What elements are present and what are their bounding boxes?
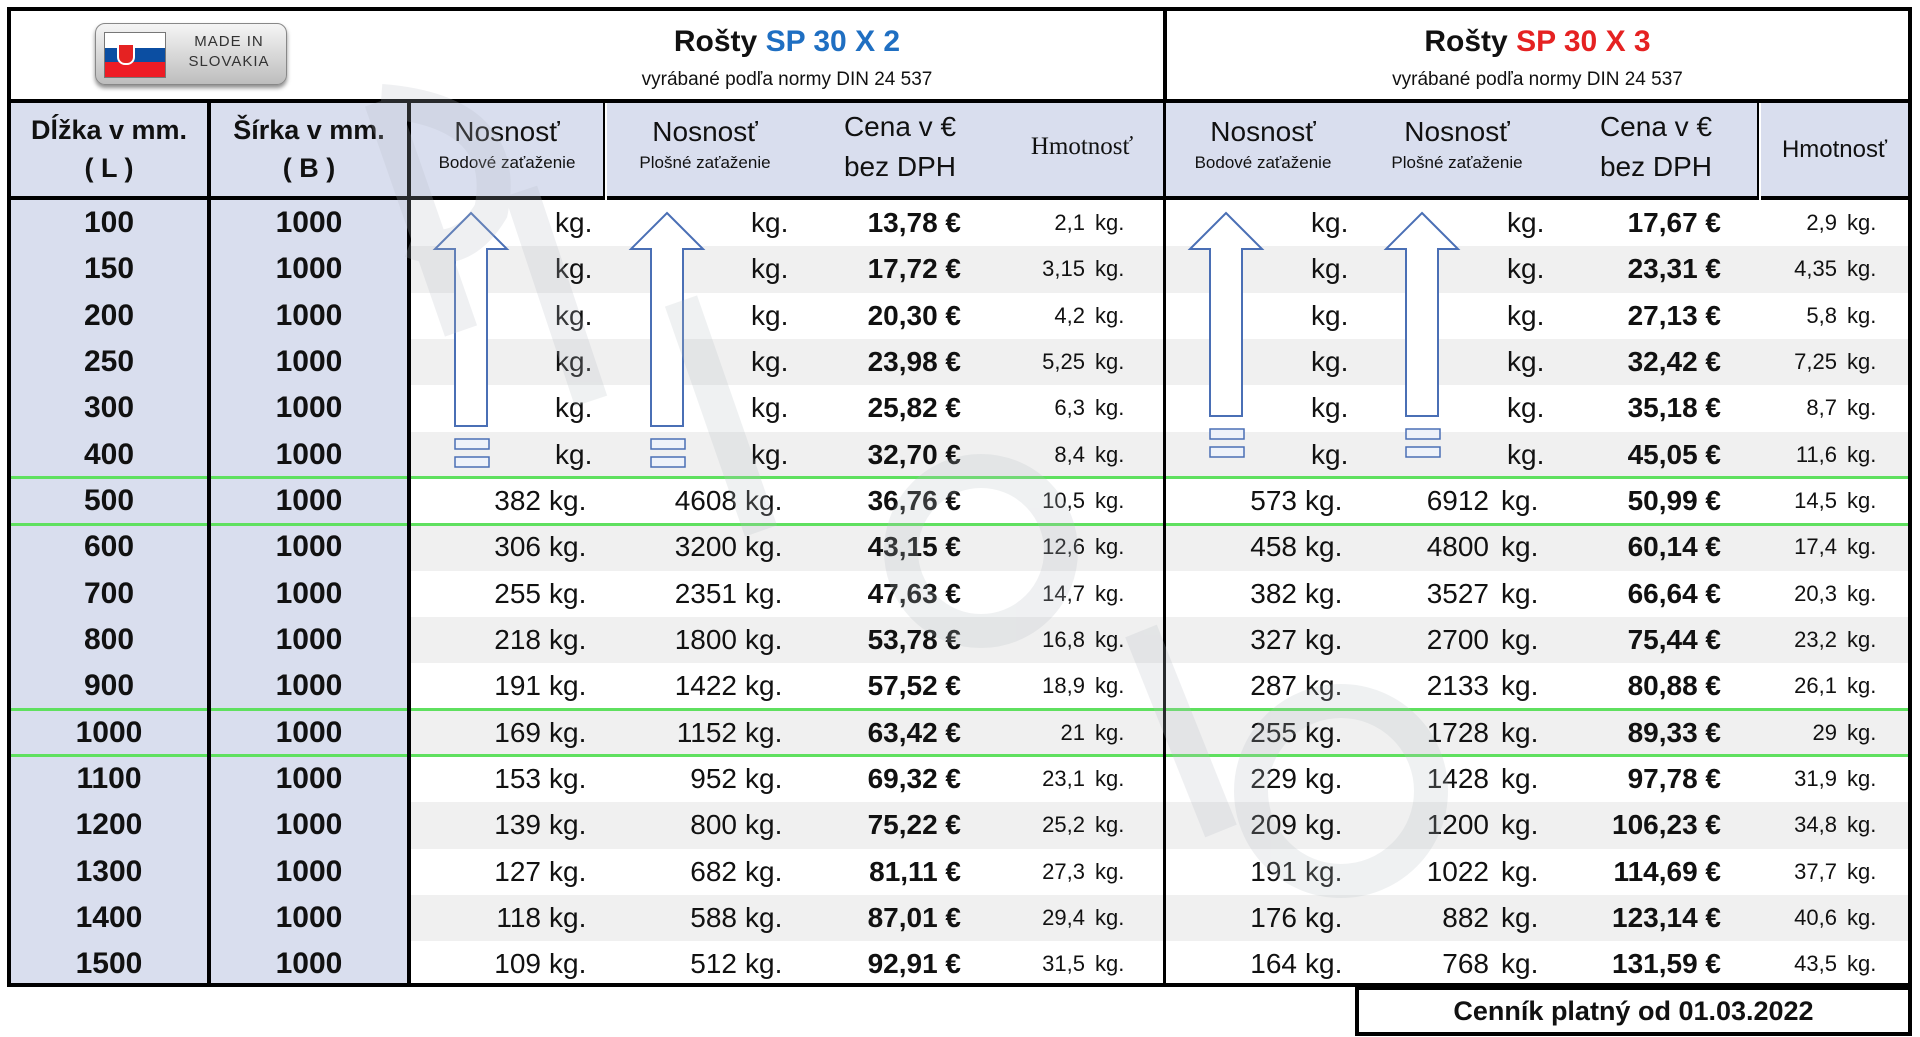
weight-sp3: 2,9 [1806, 210, 1837, 235]
point-load-sp2: 306 [494, 531, 541, 563]
length-cell: 1500 [11, 941, 207, 987]
price-sp2: 43,15 € [867, 531, 961, 563]
unit-kg: kg. [1507, 299, 1545, 331]
unit-kg: kg. [751, 438, 789, 470]
unit-kg: kg. [1095, 580, 1125, 606]
point-load-sp2: 127 [494, 855, 541, 887]
point-load-sp3: 255 [1250, 716, 1297, 748]
unit-kg: kg. [1847, 765, 1877, 791]
col-header-point-load-sp2: Nosnosť Bodové zaťaženie [411, 103, 603, 200]
point-load-sp3: 229 [1250, 762, 1297, 794]
unit-kg: kg. [1305, 809, 1343, 841]
width-cell: 1000 [211, 478, 407, 524]
weight-sp2: 18,9 [1042, 673, 1085, 699]
unit-kg: kg. [1847, 348, 1877, 374]
area-load-sp2: 682 [690, 855, 737, 887]
unit-kg: kg. [745, 670, 783, 702]
unit-kg: kg. [1095, 673, 1125, 699]
unit-kg: kg. [549, 855, 587, 887]
table-row [11, 617, 1908, 663]
price-sp3: 23,31 € [1627, 253, 1721, 285]
unit-kg: kg. [555, 207, 593, 238]
weight-sp3: 31,9 [1794, 765, 1837, 791]
unit-kg: kg. [549, 577, 587, 609]
unit-kg: kg. [1095, 951, 1125, 977]
weight-sp2: 3,15 [1042, 256, 1085, 282]
unit-kg: kg. [1305, 484, 1343, 516]
table-row [11, 571, 1908, 617]
unit-kg: kg. [555, 345, 593, 377]
unit-kg: kg. [1847, 673, 1877, 699]
length-cell: 1200 [11, 802, 207, 848]
price-sp3: 32,42 € [1627, 345, 1721, 377]
width-cell: 1000 [211, 895, 407, 941]
unit-kg: kg. [1095, 210, 1125, 235]
area-load-sp3: 2700 [1426, 623, 1489, 655]
weight-sp3: 8,7 [1806, 395, 1837, 421]
unit-kg: kg. [1095, 348, 1125, 374]
length-cell: 150 [11, 246, 207, 292]
area-load-sp2: 4608 [674, 484, 737, 516]
price-sp2: 57,52 € [867, 670, 961, 702]
unit-kg: kg. [1501, 809, 1539, 841]
col-header-area-load-sp3: Nosnosť Plošné zaťaženie [1359, 103, 1555, 200]
unit-kg: kg. [1095, 395, 1125, 421]
table-row [11, 478, 1908, 524]
price-valid-footer: Cenník platný od 01.03.2022 [1355, 986, 1912, 1036]
area-load-sp2: 512 [690, 948, 737, 980]
weight-sp2: 2,1 [1054, 210, 1085, 235]
length-cell: 250 [11, 339, 207, 385]
unit-kg: kg. [1501, 623, 1539, 655]
table-row [11, 663, 1908, 709]
unit-kg: kg. [1311, 345, 1349, 377]
unit-kg: kg. [745, 484, 783, 516]
length-cell: 500 [11, 478, 207, 524]
point-load-sp2: 153 [494, 762, 541, 794]
green-divider [11, 523, 1908, 526]
price-sp3: 35,18 € [1627, 392, 1721, 424]
table-row [11, 293, 1908, 339]
length-cell: 800 [11, 617, 207, 663]
unit-kg: kg. [1507, 253, 1545, 285]
table-row [11, 849, 1908, 895]
unit-kg: kg. [745, 716, 783, 748]
length-cell: 200 [11, 293, 207, 339]
table-row [11, 432, 1908, 478]
width-cell: 1000 [211, 756, 407, 802]
col-header-point-load-sp3: Nosnosť Bodové zaťaženie [1167, 103, 1359, 200]
point-load-sp2: 109 [494, 948, 541, 980]
table-row [11, 385, 1908, 431]
point-load-sp2: 169 [494, 716, 541, 748]
table-row [11, 941, 1908, 987]
area-load-sp3: 882 [1442, 901, 1489, 933]
unit-kg: kg. [1095, 487, 1125, 513]
weight-sp2: 4,2 [1054, 302, 1085, 328]
area-load-sp3: 1200 [1426, 809, 1489, 841]
weight-sp2: 16,8 [1042, 626, 1085, 652]
width-cell: 1000 [211, 385, 407, 431]
arrow-up-icon-area-sp2 [627, 211, 707, 481]
unit-kg: kg. [1847, 487, 1877, 513]
price-sp2: 47,63 € [867, 577, 961, 609]
width-cell: 1000 [211, 941, 407, 987]
area-load-sp2: 1152 [676, 716, 737, 748]
weight-sp2: 23,1 [1042, 765, 1085, 791]
length-cell: 700 [11, 571, 207, 617]
unit-kg: kg. [555, 299, 593, 331]
green-divider [11, 476, 1908, 479]
unit-kg: kg. [1305, 948, 1343, 980]
unit-kg: kg. [1305, 716, 1343, 748]
point-load-sp3: 382 [1250, 577, 1297, 609]
table-row [11, 895, 1908, 941]
col-header-price-sp2: Cena v € bez DPH [803, 103, 997, 200]
price-sp3: 89,33 € [1627, 716, 1721, 748]
price-sp3: 60,14 € [1627, 531, 1721, 563]
point-load-sp3: 458 [1250, 531, 1297, 563]
badge-line2: SLOVAKIA [188, 53, 270, 70]
weight-sp2: 6,3 [1054, 395, 1085, 421]
unit-kg: kg. [1507, 207, 1545, 238]
weight-sp3: 14,5 [1794, 487, 1837, 513]
area-load-sp3: 768 [1442, 948, 1489, 980]
unit-kg: kg. [1305, 855, 1343, 887]
product-subtitle-sp30x3: vyrábané podľa normy DIN 24 537 [1392, 69, 1683, 90]
area-load-sp3: 4800 [1426, 531, 1489, 563]
unit-kg: kg. [1501, 670, 1539, 702]
weight-sp3: 34,8 [1794, 812, 1837, 838]
unit-kg: kg. [751, 253, 789, 285]
unit-kg: kg. [745, 855, 783, 887]
unit-kg: kg. [549, 484, 587, 516]
weight-sp2: 12,6 [1042, 534, 1085, 560]
green-divider [11, 708, 1908, 711]
unit-kg: kg. [1305, 531, 1343, 563]
unit-kg: kg. [1501, 762, 1539, 794]
unit-kg: kg. [1847, 441, 1877, 467]
table-row [11, 756, 1908, 802]
unit-kg: kg. [1095, 765, 1125, 791]
unit-kg: kg. [1305, 670, 1343, 702]
price-sp2: 69,32 € [867, 762, 961, 794]
unit-kg: kg. [1095, 626, 1125, 652]
col-header-weight-sp2: Hmotnosť [997, 103, 1167, 200]
unit-kg: kg. [1847, 858, 1877, 884]
unit-kg: kg. [745, 762, 783, 794]
unit-kg: kg. [555, 392, 593, 424]
arrow-up-icon-point-sp2 [431, 211, 511, 481]
weight-sp3: 23,2 [1794, 626, 1837, 652]
width-cell: 1000 [211, 663, 407, 709]
length-cell: 1000 [11, 710, 207, 756]
unit-kg: kg. [1095, 534, 1125, 560]
point-load-sp3: 164 [1250, 948, 1297, 980]
weight-sp2: 31,5 [1042, 951, 1085, 977]
price-sp3: 66,64 € [1627, 577, 1721, 609]
point-load-sp2: 382 [494, 484, 541, 516]
arrow-up-icon-area-sp3 [1382, 211, 1462, 481]
unit-kg: kg. [1847, 812, 1877, 838]
table-row [11, 802, 1908, 848]
length-cell: 400 [11, 432, 207, 478]
weight-sp3: 40,6 [1794, 904, 1837, 930]
width-cell: 1000 [211, 849, 407, 895]
slovak-flag-icon [104, 32, 166, 78]
price-sp2: 87,01 € [867, 901, 961, 933]
unit-kg: kg. [1507, 392, 1545, 424]
length-cell: 300 [11, 385, 207, 431]
weight-sp3: 20,3 [1794, 580, 1837, 606]
table-row [11, 710, 1908, 756]
unit-kg: kg. [1311, 207, 1349, 238]
point-load-sp2: 139 [494, 809, 541, 841]
unit-kg: kg. [745, 809, 783, 841]
col-header-price-sp3: Cena v € bez DPH [1555, 103, 1757, 200]
price-sp3: 131,59 € [1612, 948, 1721, 980]
product-subtitle-sp30x2: vyrábané podľa normy DIN 24 537 [641, 69, 933, 90]
weight-sp3: 4,35 [1794, 256, 1837, 282]
unit-kg: kg. [555, 253, 593, 285]
unit-kg: kg. [745, 531, 783, 563]
width-cell: 1000 [211, 617, 407, 663]
table-row [11, 200, 1908, 246]
length-cell: 900 [11, 663, 207, 709]
width-cell: 1000 [211, 293, 407, 339]
col-header-width: Šírka v mm. ( B ) [211, 103, 407, 200]
length-cell: 1300 [11, 849, 207, 895]
weight-sp2: 8,4 [1054, 441, 1085, 467]
table-row [11, 524, 1908, 570]
unit-kg: kg. [745, 623, 783, 655]
unit-kg: kg. [1311, 438, 1349, 470]
weight-sp2: 14,7 [1042, 580, 1085, 606]
point-load-sp3: 287 [1250, 670, 1297, 702]
price-sp2: 92,91 € [867, 948, 961, 980]
area-load-sp3: 3527 [1426, 577, 1489, 609]
price-sp3: 97,78 € [1627, 762, 1721, 794]
price-sp3: 17,67 € [1627, 207, 1721, 238]
unit-kg: kg. [751, 207, 789, 238]
price-sp2: 17,72 € [867, 253, 961, 285]
badge-line1: MADE IN [194, 33, 264, 50]
price-sp2: 81,11 € [869, 855, 961, 887]
unit-kg: kg. [1095, 441, 1125, 467]
col-header-weight-sp3: Hmotnosť [1761, 103, 1908, 200]
point-load-sp2: 191 [494, 670, 541, 702]
price-sp3: 106,23 € [1612, 809, 1721, 841]
unit-kg: kg. [549, 809, 587, 841]
area-load-sp2: 1422 [674, 670, 737, 702]
point-load-sp3: 209 [1250, 809, 1297, 841]
unit-kg: kg. [1847, 951, 1877, 977]
weight-sp3: 26,1 [1794, 673, 1837, 699]
unit-kg: kg. [751, 392, 789, 424]
weight-sp3: 7,25 [1794, 348, 1837, 374]
unit-kg: kg. [1095, 904, 1125, 930]
weight-sp3: 29 [1812, 719, 1837, 745]
length-cell: 100 [11, 200, 207, 246]
weight-sp2: 21 [1060, 719, 1085, 745]
unit-kg: kg. [1847, 904, 1877, 930]
product-title-sp30x3: Rošty SP 30 X 3 [1424, 25, 1651, 58]
unit-kg: kg. [549, 762, 587, 794]
unit-kg: kg. [745, 577, 783, 609]
unit-kg: kg. [1095, 858, 1125, 884]
unit-kg: kg. [1501, 531, 1539, 563]
unit-kg: kg. [555, 438, 593, 470]
area-load-sp2: 3200 [674, 531, 737, 563]
price-sp2: 13,78 € [867, 207, 961, 238]
point-load-sp3: 573 [1250, 484, 1297, 516]
weight-sp3: 17,4 [1794, 534, 1837, 560]
price-sp2: 32,70 € [867, 438, 961, 470]
unit-kg: kg. [1095, 812, 1125, 838]
price-sp3: 80,88 € [1627, 670, 1721, 702]
price-sp2: 20,30 € [867, 299, 961, 331]
area-load-sp3: 1428 [1426, 762, 1489, 794]
unit-kg: kg. [1311, 299, 1349, 331]
made-in-slovakia-badge [95, 23, 287, 85]
unit-kg: kg. [549, 716, 587, 748]
price-sp2: 63,42 € [867, 716, 961, 748]
unit-kg: kg. [1501, 716, 1539, 748]
point-load-sp2: 118 [496, 901, 541, 933]
weight-sp2: 27,3 [1042, 858, 1085, 884]
unit-kg: kg. [1311, 392, 1349, 424]
width-cell: 1000 [211, 802, 407, 848]
price-list-sheet [7, 7, 1912, 987]
table-row [11, 339, 1908, 385]
unit-kg: kg. [1305, 901, 1343, 933]
width-cell: 1000 [211, 524, 407, 570]
unit-kg: kg. [1507, 438, 1545, 470]
price-sp3: 50,99 € [1627, 484, 1721, 516]
unit-kg: kg. [1501, 948, 1539, 980]
weight-sp3: 11,6 [1795, 441, 1837, 467]
unit-kg: kg. [1095, 719, 1125, 745]
point-load-sp2: 218 [494, 623, 541, 655]
weight-sp2: 25,2 [1042, 812, 1085, 838]
header-sp30x3 [1167, 11, 1908, 103]
price-sp2: 23,98 € [867, 345, 961, 377]
unit-kg: kg. [549, 948, 587, 980]
weight-sp3: 37,7 [1794, 858, 1837, 884]
width-cell: 1000 [211, 246, 407, 292]
length-cell: 1100 [11, 756, 207, 802]
area-load-sp2: 952 [690, 762, 737, 794]
unit-kg: kg. [549, 531, 587, 563]
width-cell: 1000 [211, 571, 407, 617]
unit-kg: kg. [1847, 302, 1877, 328]
area-load-sp3: 1728 [1426, 716, 1489, 748]
unit-kg: kg. [1847, 256, 1877, 282]
unit-kg: kg. [1847, 395, 1877, 421]
width-cell: 1000 [211, 432, 407, 478]
area-load-sp2: 1800 [674, 623, 737, 655]
header-logo-area [11, 11, 411, 103]
weight-sp3: 5,8 [1806, 302, 1837, 328]
point-load-sp3: 191 [1250, 855, 1297, 887]
unit-kg: kg. [1847, 719, 1877, 745]
unit-kg: kg. [1305, 623, 1343, 655]
width-cell: 1000 [211, 200, 407, 246]
header-sp30x2 [411, 11, 1167, 103]
unit-kg: kg. [1501, 855, 1539, 887]
unit-kg: kg. [1847, 626, 1877, 652]
price-sp3: 75,44 € [1627, 623, 1721, 655]
price-sp3: 114,69 € [1613, 855, 1721, 887]
unit-kg: kg. [1507, 345, 1545, 377]
price-sp2: 25,82 € [867, 392, 961, 424]
weight-sp2: 10,5 [1042, 487, 1085, 513]
area-load-sp2: 2351 [674, 577, 737, 609]
arrow-up-icon-point-sp3 [1186, 211, 1266, 481]
unit-kg: kg. [745, 901, 783, 933]
weight-sp3: 43,5 [1794, 951, 1837, 977]
unit-kg: kg. [1305, 762, 1343, 794]
col-header-area-load-sp2: Nosnosť Plošné zaťaženie [607, 103, 803, 200]
unit-kg: kg. [1847, 210, 1877, 235]
unit-kg: kg. [549, 901, 587, 933]
col-header-length: Dĺžka v mm. ( L ) [11, 103, 207, 200]
unit-kg: kg. [549, 670, 587, 702]
unit-kg: kg. [1501, 901, 1539, 933]
length-cell: 1400 [11, 895, 207, 941]
green-divider [11, 754, 1908, 757]
point-load-sp2: 255 [494, 577, 541, 609]
price-sp3: 45,05 € [1627, 438, 1721, 470]
unit-kg: kg. [1847, 534, 1877, 560]
unit-kg: kg. [1095, 302, 1125, 328]
unit-kg: kg. [549, 623, 587, 655]
unit-kg: kg. [751, 299, 789, 331]
area-load-sp2: 800 [690, 809, 737, 841]
unit-kg: kg. [1305, 577, 1343, 609]
price-sp3: 27,13 € [1627, 299, 1721, 331]
width-cell: 1000 [211, 710, 407, 756]
area-load-sp3: 1022 [1426, 855, 1489, 887]
weight-sp2: 5,25 [1042, 348, 1085, 374]
price-sp2: 75,22 € [867, 809, 961, 841]
area-load-sp2: 588 [690, 901, 737, 933]
table-row [11, 246, 1908, 292]
area-load-sp3: 2133 [1426, 670, 1489, 702]
width-cell: 1000 [211, 339, 407, 385]
point-load-sp3: 327 [1250, 623, 1297, 655]
product-title-sp30x2: Rošty SP 30 X 2 [673, 25, 901, 58]
unit-kg: kg. [1501, 484, 1539, 516]
unit-kg: kg. [1311, 253, 1349, 285]
unit-kg: kg. [1501, 577, 1539, 609]
length-cell: 600 [11, 524, 207, 570]
weight-sp2: 29,4 [1042, 904, 1085, 930]
area-load-sp3: 6912 [1426, 484, 1489, 516]
price-sp2: 53,78 € [867, 623, 961, 655]
price-sp2: 36,76 € [867, 484, 961, 516]
price-sp3: 123,14 € [1612, 901, 1721, 933]
unit-kg: kg. [751, 345, 789, 377]
unit-kg: kg. [1095, 256, 1125, 282]
unit-kg: kg. [745, 948, 783, 980]
point-load-sp3: 176 [1250, 901, 1297, 933]
unit-kg: kg. [1847, 580, 1877, 606]
